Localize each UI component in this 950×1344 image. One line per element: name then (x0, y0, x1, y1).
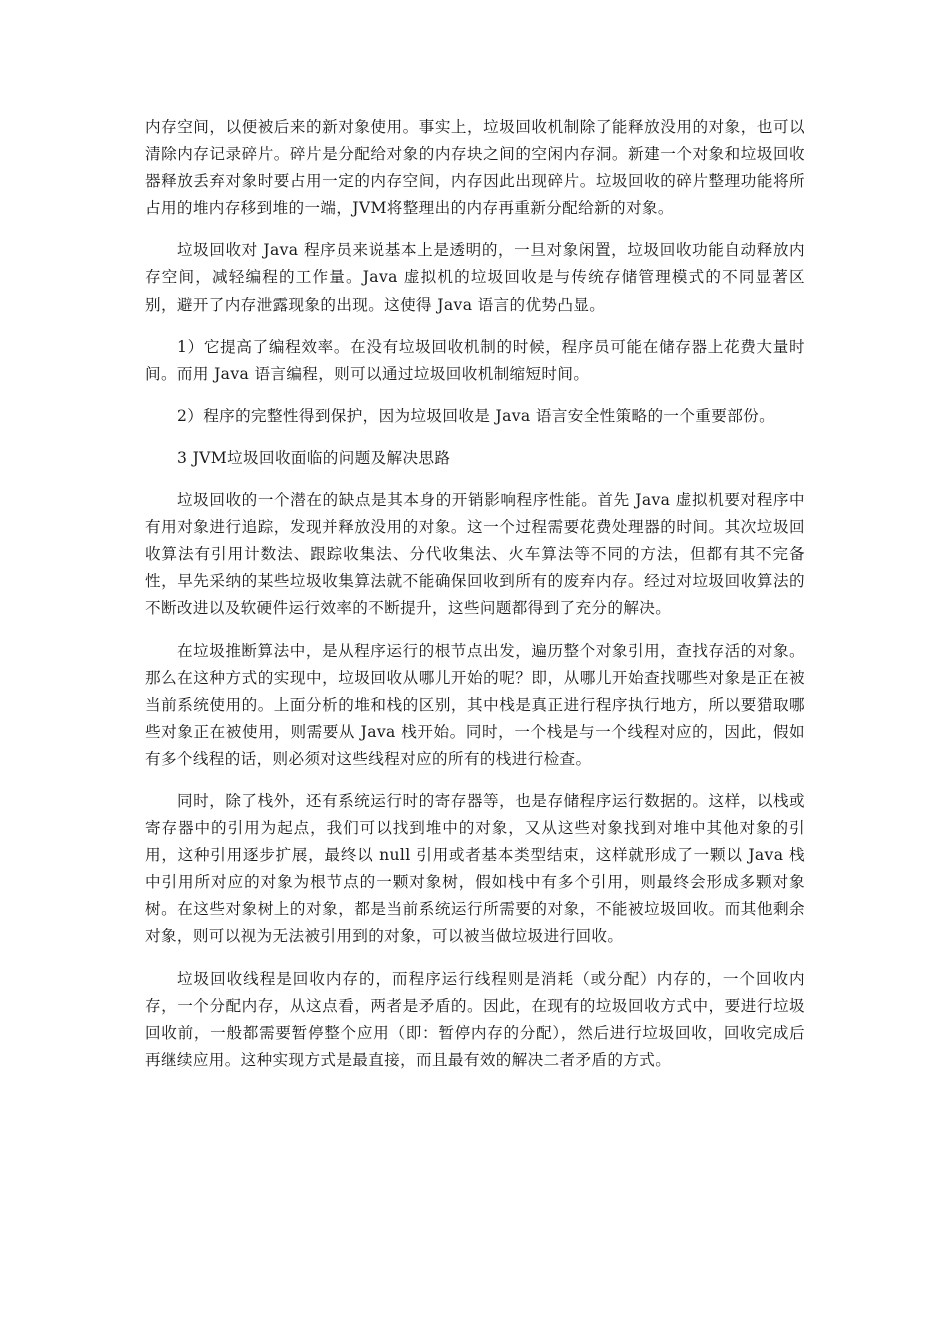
list-item-integrity: 2）程序的完整性得到保护，因为垃圾回收是 Java 语言安全性策略的一个重要部份。 (177, 406, 776, 425)
list-item-efficiency: 1）它提高了编程效率。在没有垃圾回收机制的时候，程序员可能在储存器上花费大量时间。而用 Java 语言编程，则可以通过垃圾回收机制缩短时间。 (145, 337, 805, 383)
paragraph-continued: 内存空间，以便被后来的新对象使用。事实上，垃圾回收机制除了能释放没用的对象，也可以清除内存记录碎片。碎片是分配给对象的内存块之间的空闲内存洞。新建一个对象和垃圾回收器释放丢弃对象时要占用一定的内存空间，内存因此出现碎片。垃圾回收的碎片整理功能将所占用的堆内存移到堆的一端，JVM将整理出的内存再重新分配给新的对象。 (145, 118, 805, 218)
paragraph-gc-threads: 垃圾回收线程是回收内存的，而程序运行线程则是消耗（或分配）内存的，一个回收内存，一个分配内存，从这点看，两者是矛盾的。因此，在现有的垃圾回收方式中，要进行垃圾回收前，一般都需要暂停整个应用（即：暂停内存的分配），然后进行垃圾回收，回收完成后再继续应用。这种实现方式是最直接，而且最有效的解决二者矛盾的方式。 (145, 969, 805, 1069)
paragraph-drawbacks: 垃圾回收的一个潜在的缺点是其本身的开销影响程序性能。首先 Java 虚拟机要对程序中有用对象进行追踪，发现并释放没用的对象。这一个过程需要花费处理器的时间。其次垃圾回收算法有引用计数法、跟踪收集法、分代收集法、火车算法等不同的方法，但都有其不完备性，早先采纳的某些垃圾收集算法就不能确保回收到所有的废弃内存。经过对垃圾回收算法的不断改进以及软硬件运行效率的不断提升，这些问题都得到了充分的解决。 (145, 491, 805, 618)
paragraph-object-tree: 同时，除了栈外，还有系统运行时的寄存器等，也是存储程序运行数据的。这样，以栈或寄存器中的引用为起点，我们可以找到堆中的对象，又从这些对象找到对堆中其他对象的引用，这种引用逐步扩展，最终以 null 引用或者基本类型结束，这样就形成了一颗以 Java 栈中引用所对应的对象为根节点的一颗对象树，假如栈中有多个引用，则最终会形成多颗对象树。在这些对象树上的对象，都是当前系统运行所需要的对象，不能被垃圾回收。而其他剩余对象，则可以视为无法被引用到的对象，可以被当做垃圾进行回收。 (145, 791, 805, 946)
document-body (145, 114, 805, 1089)
paragraph-transparency: 垃圾回收对 Java 程序员来说基本上是透明的，一旦对象闲置，垃圾回收功能自动释放内存空间，减轻编程的工作量。Java 虚拟机的垃圾回收是与传统存储管理模式的不同显著区别，避开了内存泄露现象的出现。这使得 Java 语言的优势凸显。 (145, 241, 805, 314)
section-heading: 3 JVM垃圾回收面临的问题及解决思路 (177, 448, 451, 467)
paragraph-root-nodes: 在垃圾推断算法中，是从程序运行的根节点出发，遍历整个对象引用，查找存活的对象。那么在这种方式的实现中，垃圾回收从哪儿开始的呢？即，从哪儿开始查找哪些对象是正在被当前系统使用的。上面分析的堆和栈的区别，其中栈是真正进行程序执行地方，所以要猎取哪些对象正在被使用，则需要从 Java 栈开始。同时，一个栈是与一个线程对应的，因此，假如有多个线程的话，则必须对这些线程对应的所有的栈进行检查。 (145, 641, 805, 768)
